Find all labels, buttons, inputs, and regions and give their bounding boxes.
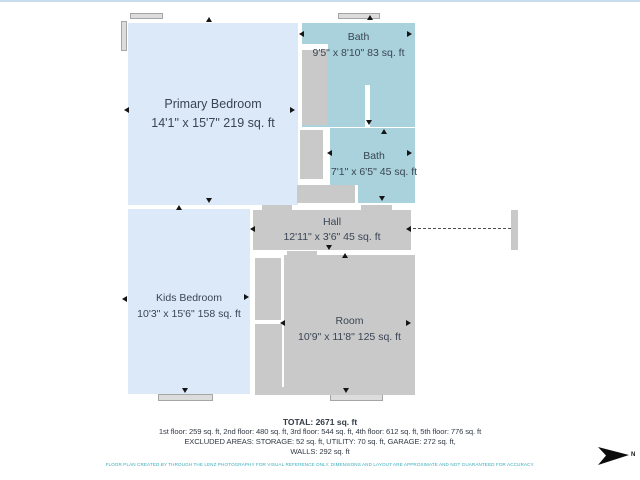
room-dims: 10'3" x 15'6" 158 sq. ft xyxy=(137,307,241,320)
door-arrow-icon xyxy=(342,253,348,258)
room-dims: 12'11" x 3'6" 45 sq. ft xyxy=(283,231,381,243)
wall-stub xyxy=(355,185,358,203)
north-arrow-icon xyxy=(595,443,637,471)
door-arrow-icon xyxy=(367,15,373,20)
room-name: Bath xyxy=(363,150,385,163)
window-icon xyxy=(130,13,163,19)
door-arrow-icon xyxy=(326,245,332,250)
room-name: Primary Bedroom xyxy=(164,97,262,112)
room-room xyxy=(284,255,415,395)
closet-area xyxy=(302,50,327,125)
door-arrow-icon xyxy=(122,296,127,302)
door-arrow-icon xyxy=(327,150,332,156)
leader-line xyxy=(413,228,511,229)
door-arrow-icon xyxy=(379,196,385,201)
closet-area xyxy=(255,324,282,387)
room-hall xyxy=(253,210,411,250)
wall-segment xyxy=(255,387,285,395)
disclaimer-text: FLOOR PLAN CREATED BY THROUGH THE LENZ PHOTOGRAPHY FOR VISUAL REFERENCE ONLY. DIMENSIONS AND LAYOUT ARE APPROXIMATE AND NOT GUARANTEED FOR ACCURACY. xyxy=(105,462,535,467)
door-arrow-icon xyxy=(299,31,304,37)
door-arrow-icon xyxy=(381,129,387,134)
door-arrow-icon xyxy=(182,388,188,393)
door-arrow-icon xyxy=(124,107,129,113)
window-icon xyxy=(158,394,213,401)
floors-area-text: 1st floor: 259 sq. ft, 2nd floor: 480 sq. ft, 3rd floor: 544 sq. ft, 4th floor: 612 sq. ft, 5th floor: 776 sq. ft xyxy=(158,427,482,436)
door-arrow-icon xyxy=(406,320,411,326)
door-arrow-icon xyxy=(407,31,412,37)
exterior-wall-segment xyxy=(511,210,518,250)
closet-area xyxy=(255,258,281,320)
room-name: Kids Bedroom xyxy=(156,291,222,304)
room-primary-bedroom xyxy=(128,23,298,205)
room-kids-bedroom xyxy=(128,209,250,394)
door-arrow-icon xyxy=(206,17,212,22)
room-name: Hall xyxy=(322,216,342,229)
door-arrow-icon xyxy=(244,294,249,300)
door-threshold xyxy=(262,205,292,210)
door-arrow-icon xyxy=(176,205,182,210)
window-icon xyxy=(338,13,380,19)
room-dims: 9'5" x 8'10" 83 sq. ft xyxy=(312,46,405,59)
room-name: Room xyxy=(335,315,364,328)
room-dims: 14'1" x 15'7" 219 sq. ft xyxy=(151,116,275,130)
door-arrow-icon xyxy=(407,150,412,156)
room-name: Bath xyxy=(347,31,370,43)
door-arrow-icon xyxy=(206,198,212,203)
door-arrow-icon xyxy=(280,320,285,326)
closet-area xyxy=(300,130,323,179)
window-icon xyxy=(330,394,383,401)
door-arrow-icon xyxy=(343,388,349,393)
storage-area xyxy=(297,185,355,203)
door-threshold xyxy=(361,205,392,210)
room-dims: 7'1" x 6'5" 45 sq. ft xyxy=(330,166,418,178)
walls-area-text: WALLS: 292 sq. ft xyxy=(290,447,350,456)
area-summary xyxy=(0,417,640,467)
total-area-text: TOTAL: 2671 sq. ft xyxy=(282,417,358,427)
excluded-areas-text: EXCLUDED AREAS: STORAGE: 52 sq. ft, UTILITY: 70 sq. ft, GARAGE: 272 sq. ft, xyxy=(184,437,456,446)
door-arrow-icon xyxy=(290,107,295,113)
room-dims: 10'9" x 11'8" 125 sq. ft xyxy=(298,331,401,343)
door-arrow-icon xyxy=(250,226,255,232)
leader-arrow-icon xyxy=(406,226,411,232)
north-label: N xyxy=(631,452,636,458)
window-icon xyxy=(121,21,127,51)
door-arrow-icon xyxy=(366,120,372,125)
